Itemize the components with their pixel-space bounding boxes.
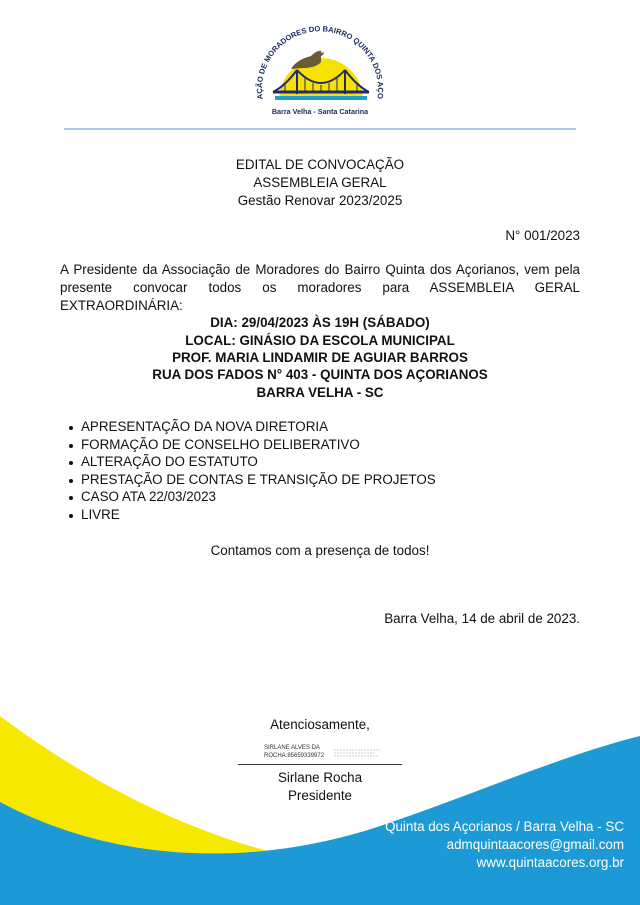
document-title: EDITAL DE CONVOCAÇÃO — [235, 157, 405, 172]
bullet-icon — [69, 496, 73, 500]
agenda-item-label: LIVRE — [81, 506, 120, 522]
document-management: Gestão Renovar 2023/2025 — [237, 193, 403, 208]
document-number: N° 001/2023 — [505, 228, 580, 243]
intro-paragraph: A Presidente da Associação de Moradores do Bairro Quinta dos Açorianos, vem pela presente convocar todos os moradores para ASSEMBLEIA GERAL EXTRAORDINÁRIA: — [60, 262, 580, 313]
agenda-item — [64, 471, 436, 489]
signature-stamp-icon — [334, 748, 380, 758]
digital-signature-name: SIRLANE ALVES DA ROCHA:85659339972 — [264, 745, 325, 759]
footer-address: Quinta dos Açorianos / Barra Velha - SC — [385, 819, 624, 834]
meeting-city: BARRA VELHA - SC — [256, 385, 384, 400]
agenda-item — [64, 418, 436, 436]
water-icon — [275, 96, 367, 100]
date-line: Barra Velha, 14 de abril de 2023. — [384, 611, 580, 626]
meeting-date: DIA: 29/04/2023 ÀS 19H (SÁBADO) — [210, 315, 430, 330]
document-subtitle: ASSEMBLEIA GERAL — [253, 175, 387, 190]
closing-line: Contamos com a presença de todos! — [210, 543, 430, 558]
bullet-icon — [69, 444, 73, 448]
agenda-list — [64, 418, 436, 524]
signer-name: Sirlane Rocha — [277, 770, 363, 785]
footer-website[interactable]: www.quintaacores.org.br — [476, 855, 624, 870]
digital-signature — [264, 744, 382, 766]
agenda-item — [64, 436, 436, 454]
bullet-icon — [69, 479, 73, 483]
logo-location: Barra Velha - Santa Catarina — [271, 107, 369, 116]
agenda-item-label: APRESENTAÇÃO DA NOVA DIRETORIA — [81, 419, 329, 434]
meeting-place: LOCAL: GINÁSIO DA ESCOLA MUNICIPAL — [185, 333, 455, 348]
logo-arc-text: AÇÃO DE MORADORES DO BAIRRO QUINTA DOS AÇO — [254, 24, 386, 100]
agenda-item-label: ALTERAÇÃO DO ESTATUTO — [81, 454, 258, 470]
footer-email[interactable]: admquintaacores@gmail.com — [446, 837, 624, 852]
bullet-icon — [69, 514, 73, 518]
signer-role: Presidente — [287, 788, 353, 803]
agenda-item — [64, 453, 436, 471]
agenda-item-label: CASO ATA 22/03/2023 — [81, 489, 216, 505]
agenda-item-label: PRESTAÇÃO DE CONTAS E TRANSIÇÃO DE PROJETOS — [81, 471, 436, 487]
agenda-item — [64, 488, 436, 506]
sun-icon — [279, 58, 363, 100]
meeting-street: RUA DOS FADOS N° 403 - QUINTA DOS AÇORIANOS — [152, 367, 488, 382]
regards-line: Atenciosamente, — [270, 717, 370, 732]
bullet-icon — [69, 461, 73, 465]
agenda-item — [64, 506, 436, 524]
signature-line — [238, 764, 402, 765]
association-logo — [245, 12, 395, 122]
header-divider — [64, 128, 576, 130]
bullet-icon — [69, 426, 73, 430]
agenda-item-label: FORMAÇÃO DE CONSELHO DELIBERATIVO — [81, 436, 360, 452]
meeting-school: PROF. MARIA LINDAMIR DE AGUIAR BARROS — [172, 350, 468, 365]
